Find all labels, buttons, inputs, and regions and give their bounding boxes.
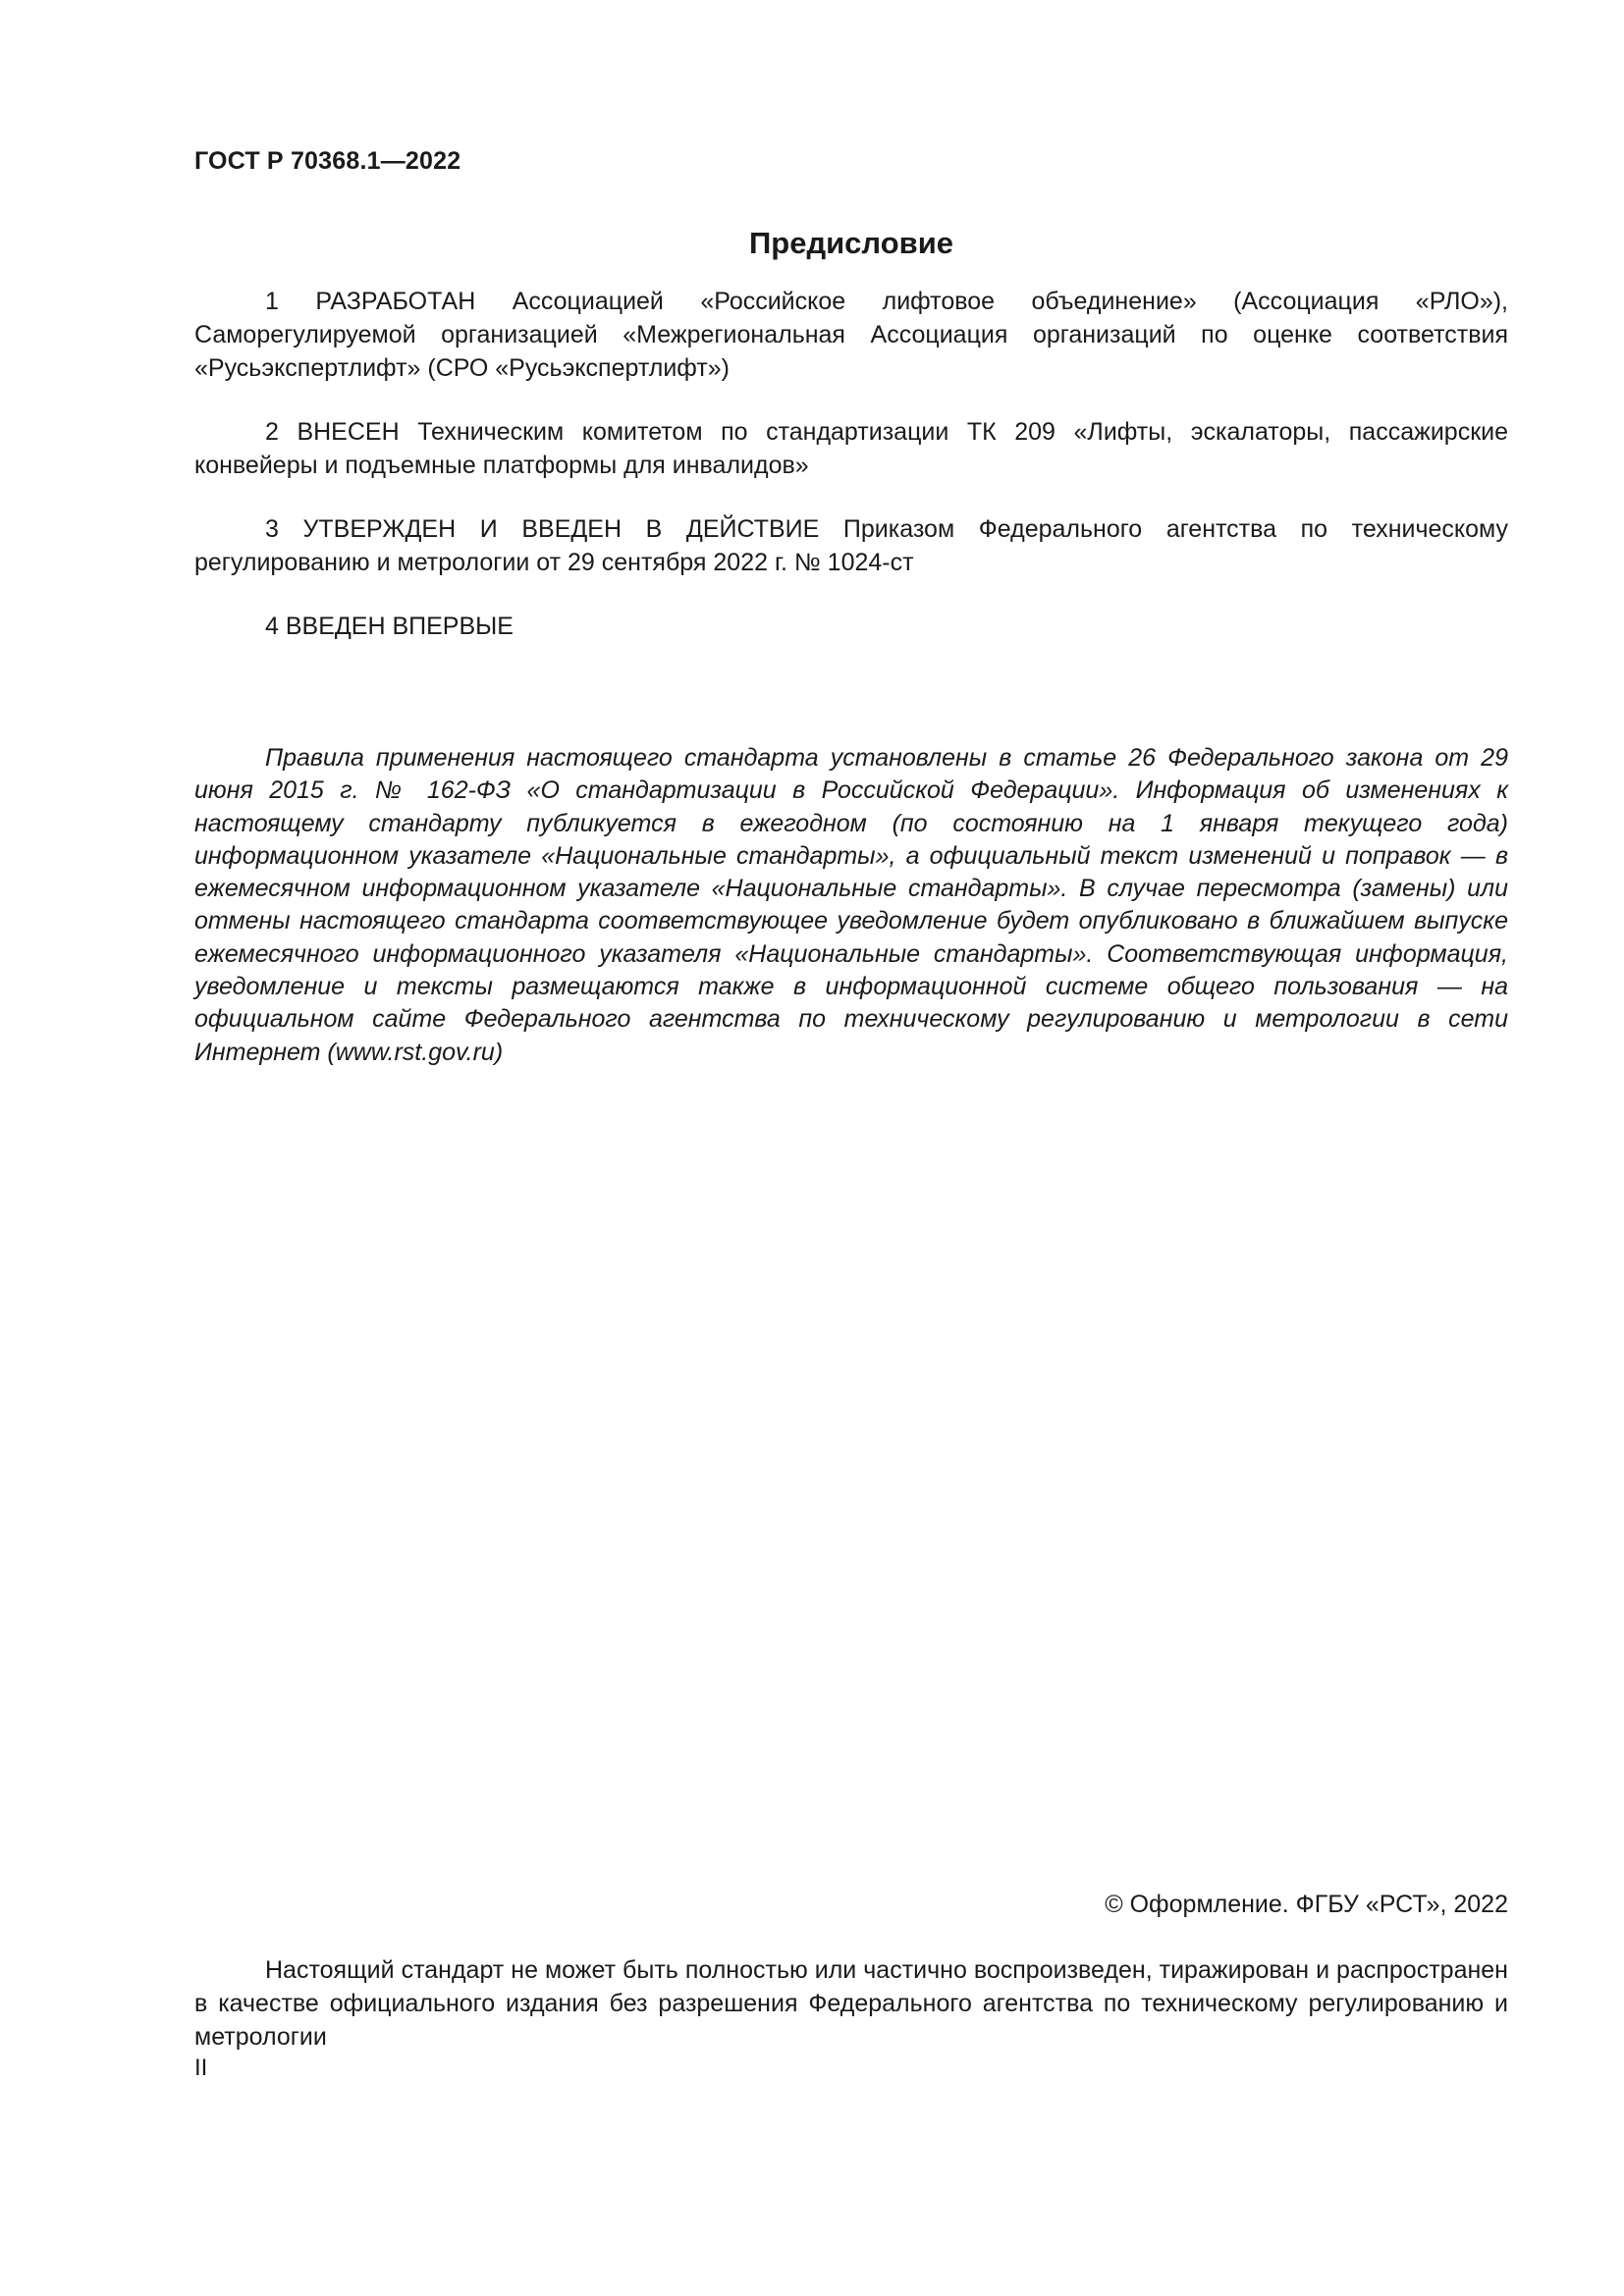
foreword-item-approved: 3 УТВЕРЖДЕН И ВВЕДЕН В ДЕЙСТВИЕ Приказом Федерального агентства по техническому регулированию и метрологии от 29 сентября 2022 г. № 1024-ст <box>194 515 1508 576</box>
reproduction-notice: Настоящий стандарт не может быть полностью или частично воспроизведен, тиражирован и распространен в качестве официального издания без разрешения Федерального агентства по техническому регулированию и метрологии <box>194 1956 1508 2051</box>
document-code-header: ГОСТ Р 70368.1—2022 <box>194 147 461 175</box>
page-title: Предисловие <box>748 226 953 260</box>
foreword-item-developed: 1 РАЗРАБОТАН Ассоциацией «Российское лифтовое объединение» (Ассоциация «РЛО»), Саморегулируемой организацией «Межрегиональная Ассоциация организаций по оценке соответствия «Русьэкспертлифт» (СРО «Русьэкспертлифт») <box>194 288 1508 382</box>
copyright-line: © Оформление. ФГБУ «РСТ», 2022 <box>1105 1891 1508 1918</box>
foreword-item-submitted: 2 ВНЕСЕН Техническим комитетом по стандартизации ТК 209 «Лифты, эскалаторы, пассажирские конвейеры и подъемные платформы для инвалидов» <box>194 418 1508 479</box>
page-number: II <box>194 2055 208 2081</box>
foreword-item-introduced: 4 ВВЕДЕН ВПЕРВЫЕ <box>265 613 514 640</box>
application-rules-text: Правила применения настоящего стандарта установлены в статье 26 Федерального закона от 29 июня 2015 г. № 162-ФЗ «О стандартизации в Российской Федерации». Информация об изменениях к настоящему стандарту публикуется в ежегодном (по состоянию на 1 января текущего года) информационном указателе «Национальные стандарты», а официальный текст изменений и поправок — в ежемесячном информационном указателе «Национальные стандарты». В случае пересмотра (замены) или отмены настоящего стандарта соответствующее уведомление будет опубликовано в ближайшем выпуске ежемесячного информационного указателя «Национальные стандарты». Соответствующая информация, уведомление и тексты размещаются также в информационной системе общего пользования — на официальном сайте Федерального агентства по техническому регулированию и метрологии в сети Интернет (www.rst.gov.ru) <box>194 744 1508 1066</box>
